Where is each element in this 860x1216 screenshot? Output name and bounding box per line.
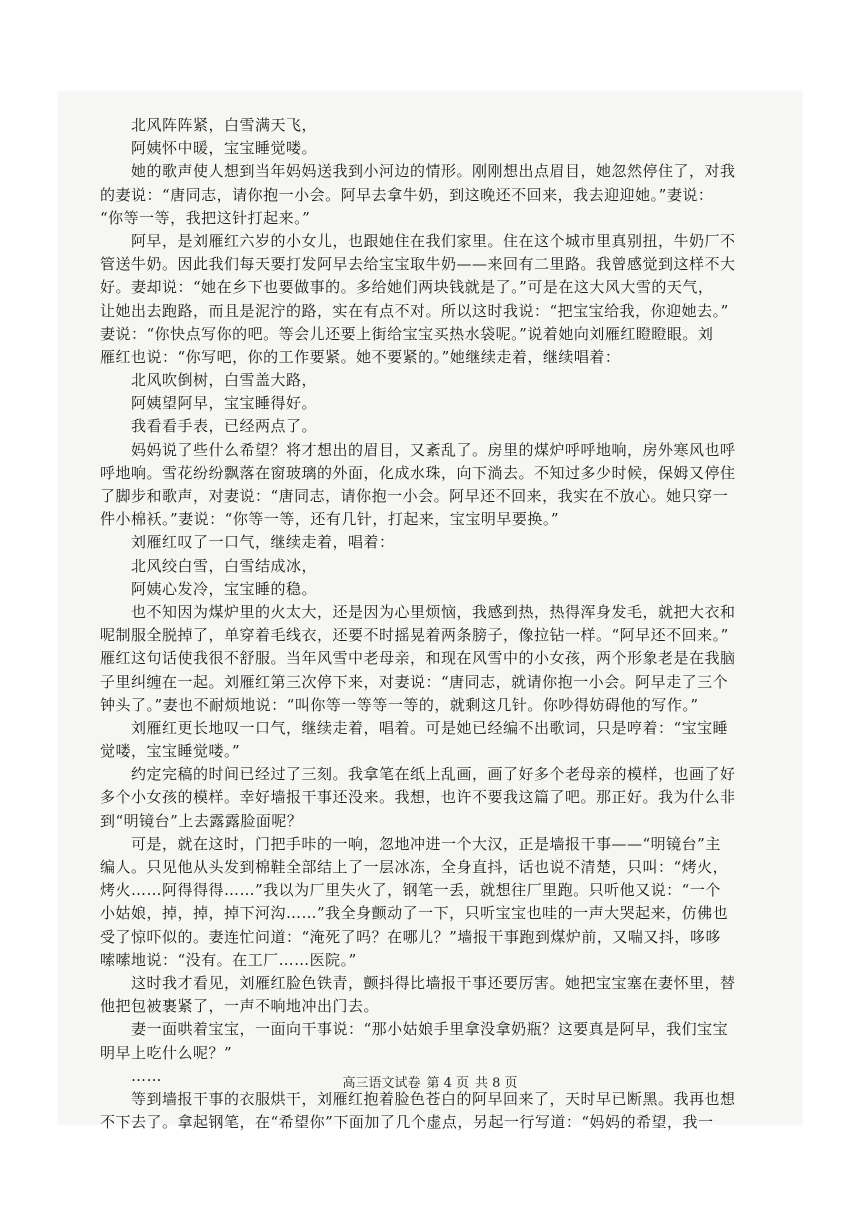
footer-page-number: 第 4 页 bbox=[426, 1076, 469, 1091]
text-line: 等到墙报干事的衣服烘干，刘雁红抱着脸色苍白的阿早回来了，天时早已断黑。我再也想 bbox=[100, 1089, 736, 1108]
page-footer bbox=[0, 1072, 860, 1091]
text-line: 妈妈说了些什么希望？将才想出的眉目，又紊乱了。房里的煤炉呼呼地响，房外寒风也呼 bbox=[100, 440, 736, 459]
text-line: 这时我才看见，刘雁红脸色铁青，颤抖得比墙报干事还要厉害。她把宝宝塞在妻怀里，替 bbox=[100, 973, 736, 992]
text-line: “你等一等，我把这针打起来。” bbox=[100, 208, 311, 227]
text-line: 阿姨望阿早，宝宝睡得好。 bbox=[100, 394, 318, 413]
text-line: 阿姨心发冷，宝宝睡的稳。 bbox=[100, 579, 318, 598]
text-line: 妻一面哄着宝宝，一面向干事说：“那小姑娘手里拿没拿奶瓶？这要真是阿早，我们宝宝 bbox=[100, 1020, 729, 1039]
text-line: 她的歌声使人想到当年妈妈送我到小河边的情形。刚刚想出点眉目，她忽然停住了，对我 bbox=[100, 162, 736, 181]
text-line: 也不知因为煤炉里的火太大，还是因为心里烦恼，我感到热，热得浑身发毛，就把大衣和 bbox=[100, 602, 736, 621]
text-line: 受了惊吓似的。妻连忙问道：“淹死了吗？在哪儿？”墙报干事跑到煤炉前，又喘又抖，哆哆 bbox=[100, 927, 721, 946]
text-line: 烤火……阿得得得……”我以为厂里失火了，钢笔一丢，就想往厂里跑。只听他又说：“一个 bbox=[100, 881, 721, 900]
text-line: 妻说：“你快点写你的吧。等会儿还要上街给宝宝买热水袋呢。”说着她向刘雁红瞪瞪眼。刘 bbox=[100, 324, 714, 343]
text-line: 明早上吃什么呢？” bbox=[100, 1043, 233, 1062]
text-line: 雁红这句话使我很不舒服。当年风雪中老母亲，和现在风雪中的小女孩，两个形象老是在我脑 bbox=[100, 649, 736, 668]
footer-total-pages: 共 8 页 bbox=[475, 1076, 518, 1091]
text-line: 了脚步和歌声，对妻说：“唐同志，请你抱一小会。阿早还不回来，我实在不放心。她只穿一 bbox=[100, 487, 729, 505]
text-line: 北风吹倒树，白雪盖大路， bbox=[100, 371, 318, 390]
passage-text bbox=[100, 114, 760, 1134]
text-line: 阿早，是刘雁红六岁的小女儿，也跟她住在我们家里。住在这个城市里真别扭，牛奶厂不 bbox=[100, 231, 736, 250]
text-line: 多个小女孩的模样。幸好墙报干事还没来。我想，也许不要我这篇了吧。那正好。我为什么非 bbox=[100, 788, 736, 807]
text-line: 嗦嗦地说：“没有。在工厂……医院。” bbox=[100, 950, 357, 969]
text-line: 北风阵阵紧，白雪满天飞， bbox=[100, 116, 318, 134]
text-line: 管送牛奶。因此我们每天要打发阿早去给宝宝取牛奶——来回有二里路。我曾感觉到这样不大 bbox=[100, 255, 736, 274]
text-line: 件小棉袄。”妻说：“你等一等，还有几针，打起来，宝宝明早要换。” bbox=[100, 510, 560, 529]
text-line: 呢制服全脱掉了，单穿着毛线衣，还要不时摇晃着两条膀子，像拉钻一样。“阿早还不回来。” bbox=[100, 626, 729, 645]
text-line: 编人。只见他从头发到棉鞋全部结上了一层冰冻，全身直抖，话也说不清楚，只叫：“烤火， bbox=[100, 858, 729, 876]
text-line: 到“明镜台”上去露露脸面呢？ bbox=[100, 811, 303, 830]
text-line: 的妻说：“唐同志，请你抱一小会。阿早去拿牛奶，到这晚还不回来，我去迎迎她。”妻说： bbox=[100, 185, 714, 204]
footer-exam-title: 高三语文试卷 bbox=[342, 1076, 421, 1091]
text-line: 刘雁红叹了一口气，继续走着，唱着： bbox=[100, 533, 395, 552]
text-line: 呼地响。雪花纷纷飘落在窗玻璃的外面，化成水珠，向下淌去。不知过多少时候，保姆又停住 bbox=[100, 463, 736, 482]
text-line: 阿姨怀中暖，宝宝睡觉喽。 bbox=[100, 139, 318, 158]
text-line: 让她出去跑路，而且是泥泞的路，实在有点不对。所以这时我说：“把宝宝给我，你迎她去。” bbox=[100, 301, 729, 320]
text-line: 不下去了。拿起钢笔，在“希望你”下面加了几个虚点，另起一行写道：“妈妈的希望，我一 bbox=[100, 1113, 714, 1132]
text-line: 好。妻却说：“她在乡下也要做事的。多给她们两块钱就是了。”可是在这大风大雪的天气， bbox=[100, 278, 714, 297]
text-line: 雁红也说：“你写吧，你的工作要紧。她不要紧的。”她继续走着，继续唱着： bbox=[100, 347, 621, 366]
text-line: 刘雁红更长地叹一口气，继续走着，唱着。可是她已经编不出歌词，只是哼着：“宝宝睡 bbox=[100, 718, 729, 737]
text-line: 钟头了。”妻也不耐烦地说：“叫你等一等等一等的，就剩这几针。你吵得妨碍他的写作。” bbox=[100, 695, 699, 714]
text-line: …… bbox=[100, 1066, 163, 1085]
text-line: 北风绞白雪，白雪结成冰， bbox=[100, 556, 318, 575]
text-line: 可是，就在这时，门把手咔的一响，忽地冲进一个大汉，正是墙报干事——“明镜台”主 bbox=[100, 834, 721, 853]
text-line: 他把包被裹紧了，一声不响地冲出门去。 bbox=[100, 997, 380, 1016]
text-line: 约定完稿的时间已经过了三刻。我拿笔在纸上乱画，画了好多个老母亲的模样，也画了好 bbox=[100, 765, 736, 784]
text-line: 小姑娘，掉，掉，掉下河沟……”我全身颤动了一下，只听宝宝也哇的一声大哭起来，仿佛也 bbox=[100, 904, 729, 923]
text-line: 觉喽，宝宝睡觉喽。” bbox=[100, 742, 241, 761]
text-line: 子里纠缠在一起。刘雁红第三次停下来，对妻说：“唐同志，就请你抱一小会。阿早走了三个 bbox=[100, 672, 729, 691]
text-line: 我看看手表，已经两点了。 bbox=[100, 417, 318, 436]
